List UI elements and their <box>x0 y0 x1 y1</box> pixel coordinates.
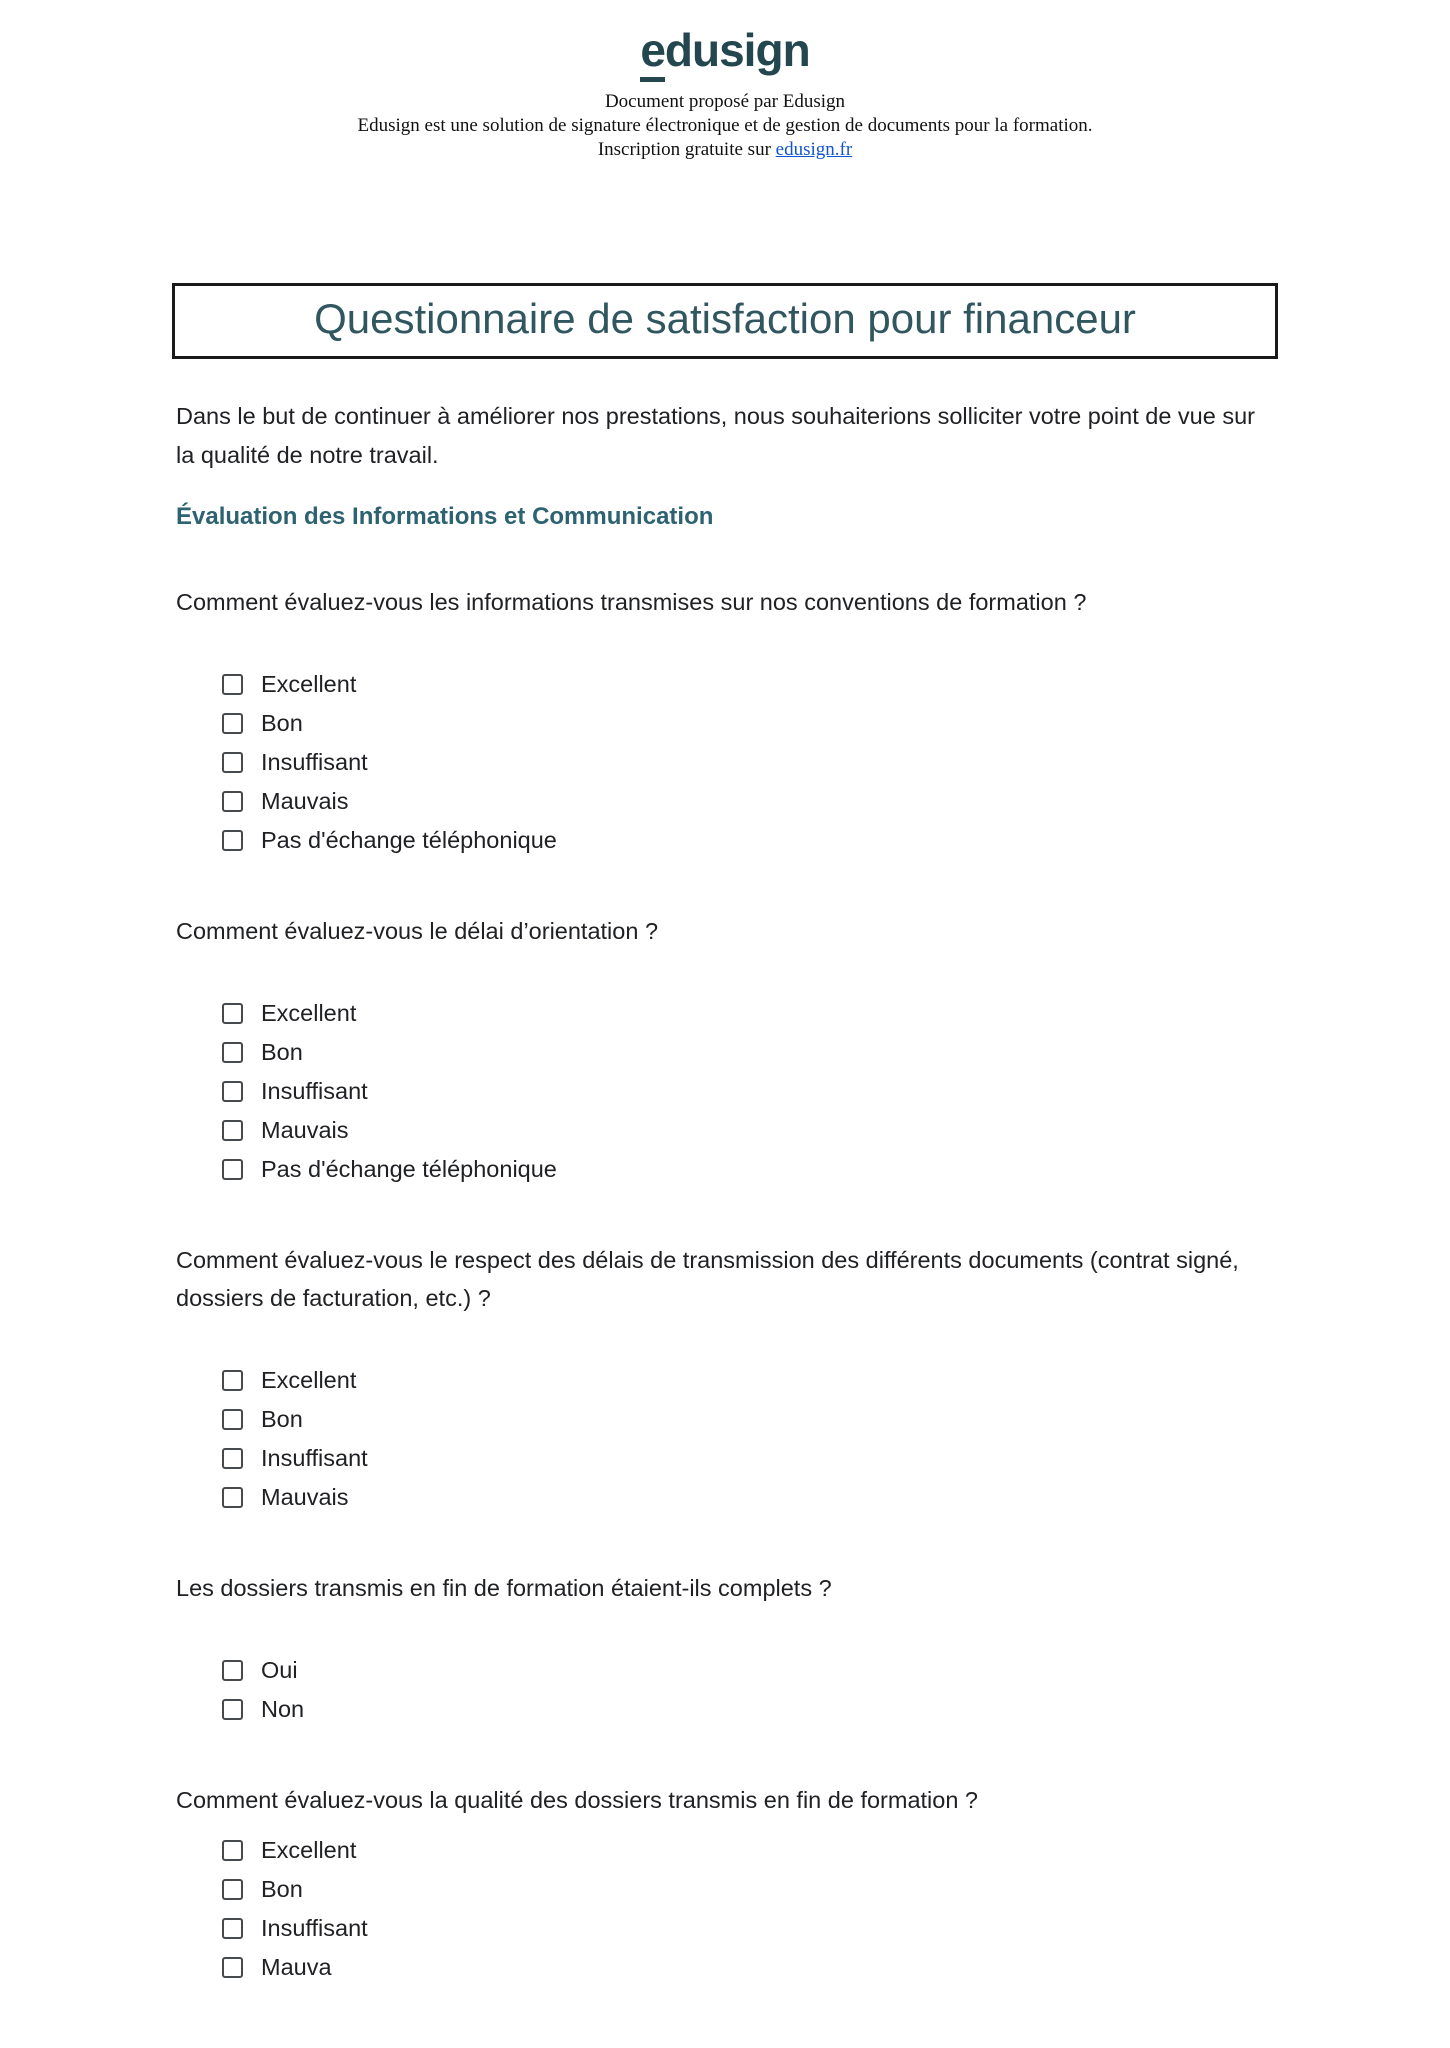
options-list <box>176 994 1274 1189</box>
checkbox[interactable] <box>222 1699 243 1720</box>
document-header <box>0 90 1450 162</box>
option-label: Bon <box>261 1039 303 1066</box>
intro-paragraph: Dans le but de continuer à améliorer nos prestations, nous souhaiterions solliciter votre point de vue sur la qualité de notre travail. <box>176 403 1255 469</box>
option-label: Mauva <box>261 1954 332 1981</box>
option-label: Insuffisant <box>261 1445 368 1472</box>
option-row <box>222 704 1274 743</box>
checkbox[interactable] <box>222 830 243 851</box>
options-list <box>176 1361 1274 1517</box>
option-label: Oui <box>261 1657 298 1684</box>
option-label: Excellent <box>261 671 357 698</box>
header-line-3-text: Inscription gratuite sur <box>597 139 776 161</box>
option-row <box>222 994 1274 1033</box>
option-label: Bon <box>261 1876 303 1903</box>
option-row <box>222 1478 1274 1517</box>
question-block <box>176 1241 1274 1517</box>
checkbox[interactable] <box>222 1840 243 1861</box>
content <box>176 397 1274 1987</box>
checkbox[interactable] <box>222 1879 243 1900</box>
question-block <box>176 583 1274 860</box>
header-line-2: Edusign est une solution de signature électronique et de gestion de documents pour la formation. <box>357 115 1093 137</box>
option-row <box>222 665 1274 704</box>
section-heading: Évaluation des Informations et Communication <box>176 503 714 531</box>
option-label: Non <box>261 1696 305 1723</box>
option-label: Insuffisant <box>261 749 368 776</box>
checkbox[interactable] <box>222 1957 243 1978</box>
option-label: Insuffisant <box>261 1915 368 1942</box>
option-label: Insuffisant <box>261 1078 368 1105</box>
question-text: Comment évaluez-vous les informations transmises sur nos conventions de formation ? <box>176 589 1087 616</box>
option-label: Pas d'échange téléphonique <box>261 1156 557 1183</box>
checkbox[interactable] <box>222 1487 243 1508</box>
option-row <box>222 821 1274 860</box>
checkbox[interactable] <box>222 1660 243 1681</box>
checkbox[interactable] <box>222 1918 243 1939</box>
option-row <box>222 1400 1274 1439</box>
option-row <box>222 1690 1274 1729</box>
option-label: Excellent <box>261 1837 357 1864</box>
checkbox[interactable] <box>222 713 243 734</box>
option-row <box>222 1361 1274 1400</box>
checkbox[interactable] <box>222 752 243 773</box>
option-label: Bon <box>261 1406 303 1433</box>
checkbox[interactable] <box>222 1081 243 1102</box>
logo-rest: dusign <box>664 24 810 76</box>
options-list <box>176 665 1274 860</box>
checkbox[interactable] <box>222 1370 243 1391</box>
option-row <box>222 1150 1274 1189</box>
page-title: Questionnaire de satisfaction pour financeur <box>314 295 1136 343</box>
option-row <box>222 1948 1274 1987</box>
title-box <box>172 283 1278 359</box>
option-row <box>222 782 1274 821</box>
option-row <box>222 1831 1274 1870</box>
question-text: Comment évaluez-vous la qualité des dossiers transmis en fin de formation ? <box>176 1787 978 1814</box>
option-label: Mauvais <box>261 1117 349 1144</box>
checkbox[interactable] <box>222 791 243 812</box>
checkbox[interactable] <box>222 1042 243 1063</box>
option-row <box>222 1909 1274 1948</box>
header-line-1: Document proposé par Edusign <box>604 91 846 113</box>
checkbox[interactable] <box>222 1120 243 1141</box>
option-row <box>222 743 1274 782</box>
question-block <box>176 1569 1274 1729</box>
question-text: Comment évaluez-vous le délai d’orientation ? <box>176 918 659 945</box>
question-block <box>176 1781 1274 1987</box>
option-label: Mauvais <box>261 788 349 815</box>
option-row <box>222 1439 1274 1478</box>
checkbox[interactable] <box>222 1159 243 1180</box>
options-list <box>176 1831 1274 1987</box>
questions-container <box>176 583 1274 1987</box>
option-label: Mauvais <box>261 1484 349 1511</box>
header-line-3 <box>0 138 1450 162</box>
question-block <box>176 912 1274 1189</box>
option-row <box>222 1651 1274 1690</box>
option-row <box>222 1111 1274 1150</box>
option-label: Excellent <box>261 1000 357 1027</box>
option-row <box>222 1870 1274 1909</box>
checkbox[interactable] <box>222 674 243 695</box>
checkbox[interactable] <box>222 1003 243 1024</box>
option-label: Pas d'échange téléphonique <box>261 827 557 854</box>
question-text: Comment évaluez-vous le respect des délais de transmission des différents documents (contrat signé, dossiers de facturation, etc.) ? <box>176 1247 1239 1312</box>
checkbox[interactable] <box>222 1448 243 1469</box>
options-list <box>176 1651 1274 1729</box>
edusign-fr-link[interactable]: edusign.fr <box>775 139 853 161</box>
logo-letter-e: e <box>640 24 665 82</box>
question-text: Les dossiers transmis en fin de formation étaient-ils complets ? <box>176 1575 832 1602</box>
option-row <box>222 1072 1274 1111</box>
edusign-logo <box>0 0 1450 74</box>
option-label: Bon <box>261 710 303 737</box>
option-label: Excellent <box>261 1367 357 1394</box>
option-row <box>222 1033 1274 1072</box>
checkbox[interactable] <box>222 1409 243 1430</box>
